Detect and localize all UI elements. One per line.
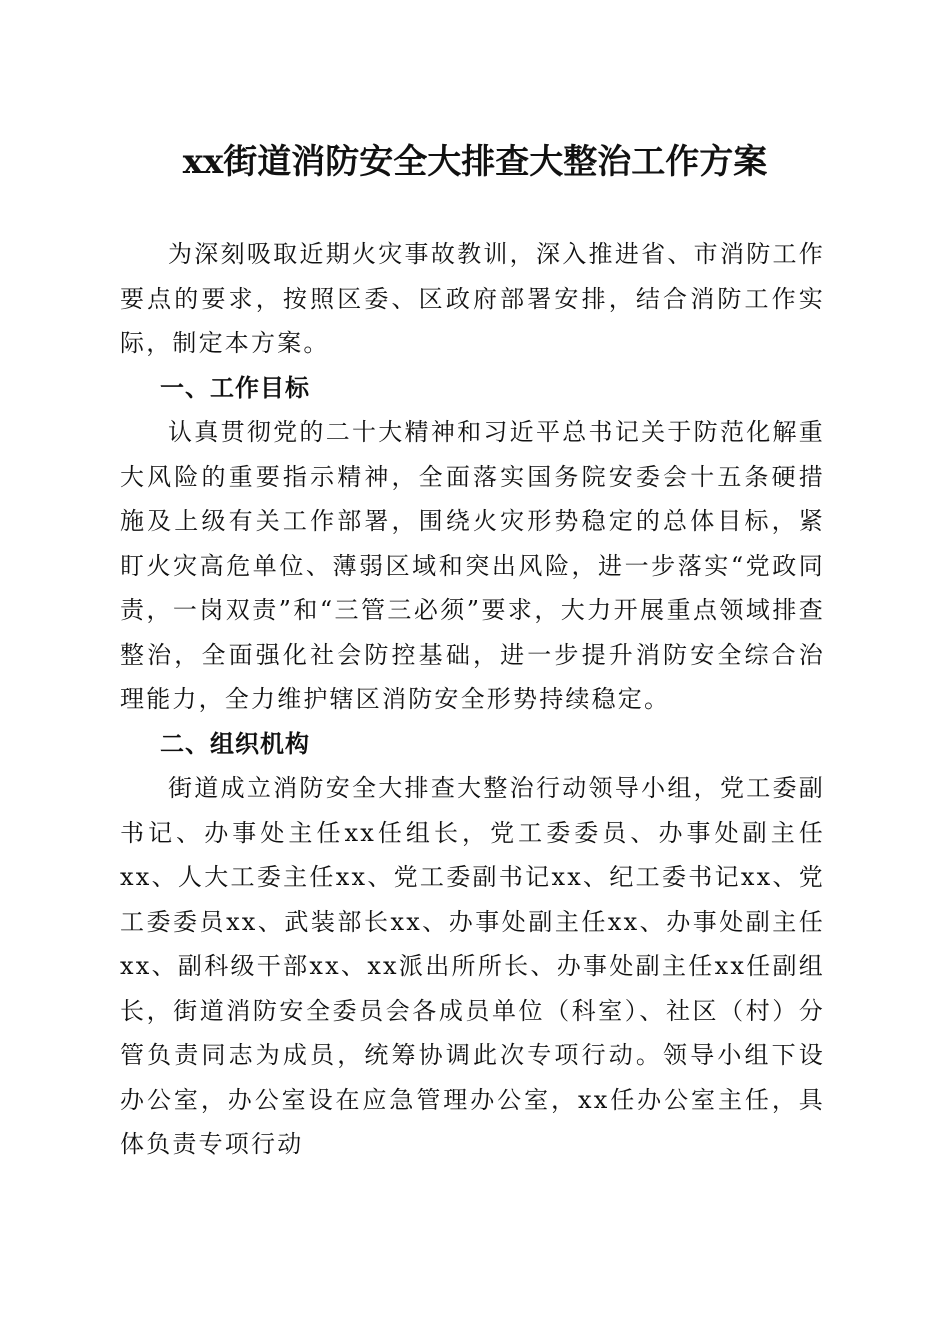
document-title: xx街道消防安全大排查大整治工作方案 — [182, 142, 768, 182]
section-heading-organization: 二、组织机构 — [160, 729, 310, 758]
intro-paragraph: 为深刻吸取近期火灾事故教训，深入推进省、市消防工作要点的要求，按照区委、区政府部署安排，结合消防工作实际，制定本方案。 — [120, 240, 825, 357]
section-heading-goals: 一、工作目标 — [160, 373, 310, 402]
section-body-goals: 认真贯彻党的二十大精神和习近平总书记关于防范化解重大风险的重要指示精神，全面落实国务院安委会十五条硬措施及上级有关工作部署，围绕火灾形势稳定的总体目标，紧盯火灾高危单位、薄弱区域和突出风险，进一步落实“党政同责，一岗双责”和“三管三必须”要求，大力开展重点领域排查整治，全面强化社会防控基础，进一步提升消防安全综合治理能力，全力维护辖区消防安全形势持续稳定。 — [120, 418, 825, 713]
section-body-organization: 街道成立消防安全大排查大整治行动领导小组，党工委副书记、办事处主任xx任组长，党工委委员、办事处副主任xx、人大工委主任xx、党工委副书记xx、纪工委书记xx、党工委委员xx、武装部长xx、办事处副主任xx、办事处副主任xx、副科级干部xx、xx派出所所长、办事处副主任xx任副组长，街道消防安全委员会各成员单位（科室）、社区（村）分管负责同志为成员，统筹协调此次专项行动。领导小组下设办公室，办公室设在应急管理办公室，xx任办公室主任，具体负责专项行动 — [120, 774, 825, 1158]
document-body — [120, 232, 825, 1167]
